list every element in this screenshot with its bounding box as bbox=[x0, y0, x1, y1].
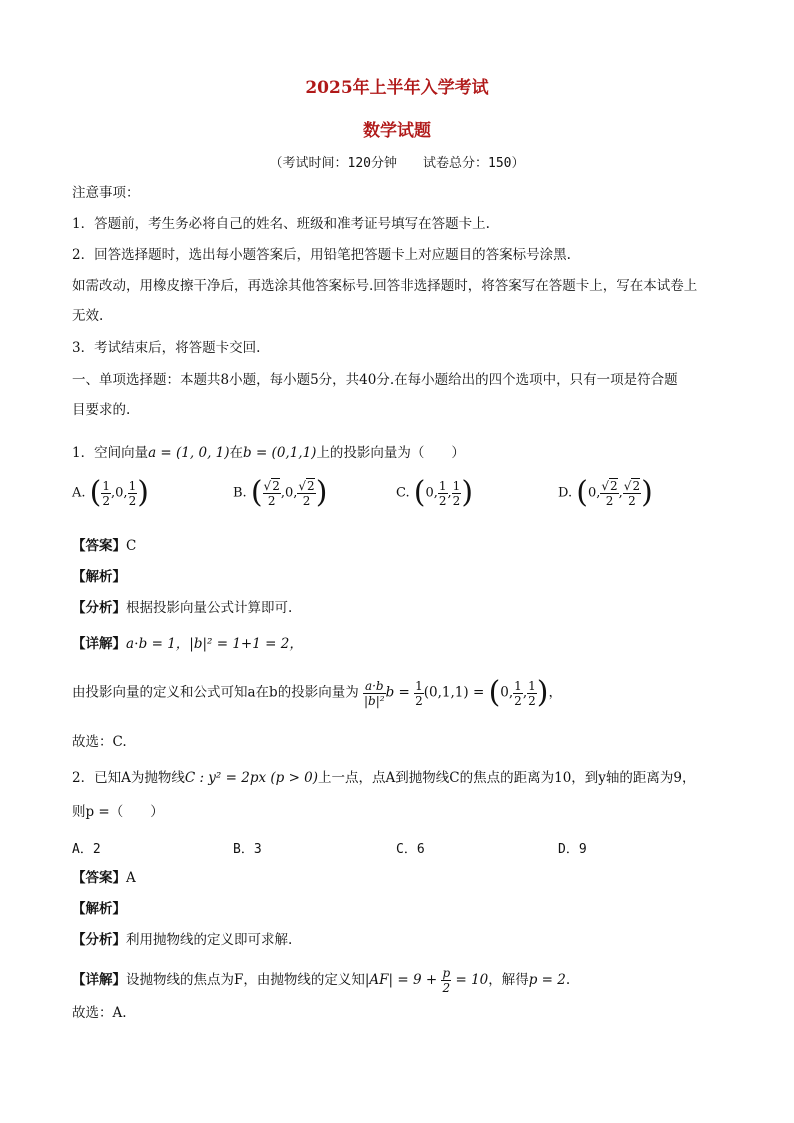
q1-option-a-label: A. bbox=[72, 485, 86, 501]
q2-detail-result: p = 2 bbox=[528, 972, 566, 988]
q1-fenxi-label: 【分析】 bbox=[72, 600, 126, 616]
q2-detail-text: 设抛物线的焦点为F，由抛物线的定义知 bbox=[126, 972, 365, 988]
q1-fenxi bbox=[72, 598, 292, 618]
q1-detail bbox=[72, 634, 303, 654]
q1-option-d: D. (0, $\frac{√2}{2}$ , $\frac{√2}{2}$ ) bbox=[558, 475, 653, 510]
note-item-3: 3．考试结束后，将答题卡交回. bbox=[72, 340, 261, 356]
q1-projection: 由投影向量的定义和公式可知a在b的投影向量为 $\frac{a\cdot b}{\text{|b|²}}$ b = $\frac{1}{2}$ (0,1,1) = (0, $\frac{1}{2}$ , $\frac{1}{2}$ )， bbox=[72, 675, 562, 710]
q1-stem bbox=[72, 443, 465, 463]
q2-text-a: A为抛物线 bbox=[121, 770, 185, 786]
note-item-1: 1．答题前，考生务必将自己的姓名、班级和准考证号填写在答题卡上. bbox=[72, 216, 490, 232]
q1-dot-product: a⋅b = 1， bbox=[126, 636, 190, 652]
section-heading-cont: 目要求的. bbox=[72, 402, 131, 418]
q1-number: 1．空间向量 bbox=[72, 445, 149, 461]
q1-option-c: C. (0, $\frac{1}{2}$ , $\frac{1}{2}$ ) bbox=[396, 475, 474, 510]
q2-option-b: B．3 bbox=[233, 842, 262, 857]
q1-answer bbox=[72, 536, 136, 556]
q1-option-d-label: D. bbox=[558, 485, 573, 501]
q2-option-d: D．9 bbox=[558, 842, 587, 857]
q2-number: 2．已知 bbox=[72, 770, 122, 786]
section-heading: 一、单项选择题：本题共8小题，每小题5分，共40分.在每小题给出的四个选项中，只有一项是符合题 bbox=[72, 372, 678, 388]
q2-stem bbox=[72, 768, 696, 788]
q1-conclusion: 故选：C. bbox=[72, 734, 127, 750]
q2-answer bbox=[72, 868, 136, 888]
subject-title: 数学试题 bbox=[363, 121, 431, 141]
q2-detail-eq2: = 10 bbox=[455, 972, 489, 988]
q2-question: 则p =（ ） bbox=[72, 804, 164, 820]
q2-answer-label: 【答案】 bbox=[72, 870, 126, 886]
q1-vector-b: b = (0,1,1) bbox=[243, 445, 317, 461]
q2-analysis-label: 【解析】 bbox=[72, 901, 126, 917]
q2-detail-solve: ，解得 bbox=[488, 972, 529, 988]
q1-vector-a: a = (1, 0, 1) bbox=[148, 445, 230, 461]
q2-detail-end: . bbox=[565, 972, 571, 988]
note-item-2-end: 无效. bbox=[72, 308, 104, 324]
q2-detail-eq: |AF| = 9 + bbox=[364, 972, 438, 988]
q2-fenxi-label: 【分析】 bbox=[72, 932, 126, 948]
q2-option-a: A．2 bbox=[72, 842, 101, 857]
notes-heading: 注意事项： bbox=[72, 185, 140, 201]
q1-mid: 在 bbox=[229, 445, 244, 461]
q1-fenxi-text: 根据投影向量公式计算即可. bbox=[126, 600, 293, 616]
note-item-2: 2．回答选择题时，选出每小题答案后，用铅笔把答题卡上对应题目的答案标号涂黑. bbox=[72, 247, 571, 263]
exam-info: （考试时间：120分钟 试卷总分：150） bbox=[269, 156, 525, 171]
q2-answer-value: A bbox=[126, 870, 136, 886]
q1-option-a: A. ( $\frac{1}{2}$ ,0, $\frac{1}{2}$ ) bbox=[72, 475, 149, 510]
q2-text-b: 上一点，点A到抛物线C的焦点的距离为10，到y轴的距离为9， bbox=[318, 770, 696, 786]
q1-option-b-label: B. bbox=[233, 485, 247, 501]
q1-answer-label: 【答案】 bbox=[72, 538, 126, 554]
q2-detail-label: 【详解】 bbox=[72, 972, 126, 988]
q1-norm-b: |b|² = 1+1 = 2， bbox=[189, 636, 303, 652]
note-item-2-cont: 如需改动，用橡皮擦干净后，再选涂其他答案标号.回答非选择题时，将答案写在答题卡上，写在本试卷上 bbox=[72, 278, 698, 294]
q1-analysis-label: 【解析】 bbox=[72, 569, 126, 585]
q2-conclusion: 故选：A. bbox=[72, 1005, 127, 1021]
q2-parabola: C : y² = 2px (p > 0) bbox=[184, 770, 319, 786]
q2-detail: 【详解】设抛物线的焦点为F，由抛物线的定义知|AF| = 9 + $\frac{p}{2}$ = 10，解得p = 2. bbox=[72, 966, 571, 995]
q1-option-b: B. ( $\frac{√2}{2}$ ,0, $\frac{√2}{2}$ ) bbox=[233, 475, 328, 510]
q1-proj-text: 由投影向量的定义和公式可知 bbox=[72, 684, 248, 701]
exam-title: 2025年上半年入学考试 bbox=[305, 78, 489, 98]
q1-answer-value: C bbox=[126, 538, 137, 554]
q2-fenxi-text: 利用抛物线的定义即可求解. bbox=[126, 932, 293, 948]
q1-tail: 上的投影向量为（ ） bbox=[316, 445, 465, 461]
q1-proj-mid: a在b的投影向量为 bbox=[247, 684, 359, 701]
q1-detail-label: 【详解】 bbox=[72, 636, 126, 652]
q2-fenxi bbox=[72, 930, 292, 950]
q1-option-c-label: C. bbox=[396, 485, 410, 501]
q2-option-c: C．6 bbox=[396, 842, 425, 857]
